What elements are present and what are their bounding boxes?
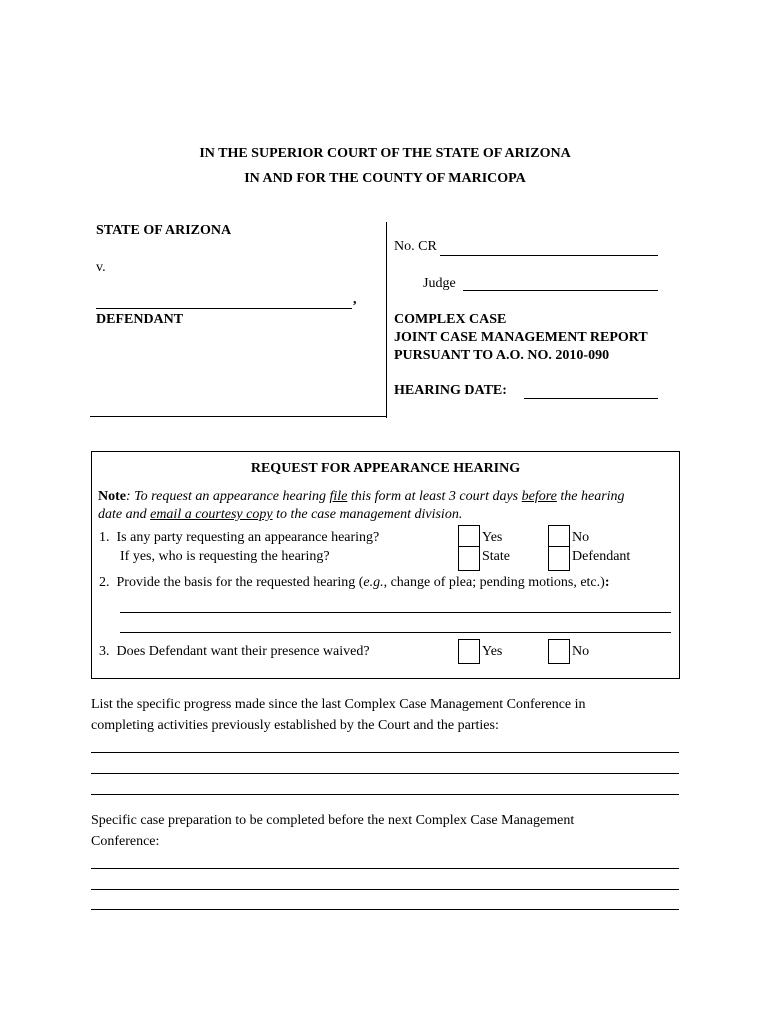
- q3-yes-label: Yes: [482, 644, 503, 659]
- versus-text: v.: [96, 260, 106, 275]
- q2-answer-line-2[interactable]: [120, 616, 671, 633]
- report-title-line3: PURSUANT TO A.O. NO. 2010-090: [394, 348, 610, 363]
- appearance-note: Note: To request an appearance hearing file this form at least 3 court days before the hearing date and email a courtesy copy to the case management division.: [98, 489, 625, 522]
- preparation-answer-line-1[interactable]: [91, 852, 679, 869]
- preparation-prompt-line1: Specific case preparation to be completed before the next Complex Case Management: [91, 813, 575, 828]
- q3-yes-checkbox[interactable]: [458, 639, 480, 664]
- note-label: Note: [98, 489, 126, 504]
- progress-answer-line-2[interactable]: [91, 757, 679, 774]
- q1-defendant-checkbox[interactable]: [548, 546, 570, 571]
- q3-no-label: No: [572, 644, 590, 659]
- judge-field[interactable]: [463, 274, 658, 291]
- q1-defendant-label: Defendant: [572, 549, 631, 564]
- question-1-followup: If yes, who is requesting the hearing?: [120, 549, 330, 564]
- caption-comma: ,: [353, 292, 357, 307]
- county-line: IN AND FOR THE COUNTY OF MARICOPA: [244, 171, 526, 186]
- case-number-field[interactable]: [440, 239, 658, 256]
- hearing-date-field[interactable]: [524, 382, 658, 399]
- progress-answer-line-3[interactable]: [91, 778, 679, 795]
- report-title-line1: COMPLEX CASE: [394, 312, 507, 327]
- caption-divider-vertical: [386, 222, 387, 418]
- preparation-prompt-line2: Conference:: [91, 834, 160, 849]
- q1-no-label: No: [572, 530, 590, 545]
- caption-divider-horizontal: [90, 416, 386, 417]
- preparation-answer-line-2[interactable]: [91, 873, 679, 890]
- report-title-line2: JOINT CASE MANAGEMENT REPORT: [394, 330, 648, 345]
- preparation-answer-line-3[interactable]: [91, 893, 679, 910]
- defendant-label: DEFENDANT: [96, 312, 184, 327]
- defendant-name-field[interactable]: [96, 292, 352, 309]
- question-2: 2. Provide the basis for the requested hearing (e.g., change of plea; pending motions, etc.):: [99, 575, 610, 590]
- progress-answer-line-1[interactable]: [91, 736, 679, 753]
- judge-label: Judge: [423, 276, 456, 291]
- appearance-heading: REQUEST FOR APPEARANCE HEARING: [250, 461, 521, 476]
- q3-no-checkbox[interactable]: [548, 639, 570, 664]
- q1-yes-label: Yes: [482, 530, 503, 545]
- q1-state-label: State: [482, 549, 510, 564]
- plaintiff-name: STATE OF ARIZONA: [96, 223, 232, 238]
- q2-answer-line-1[interactable]: [120, 596, 671, 613]
- case-number-label: No. CR: [394, 239, 437, 254]
- progress-prompt-line2: completing activities previously established by the Court and the parties:: [91, 718, 499, 733]
- progress-prompt-line1: List the specific progress made since the last Complex Case Management Conference in: [91, 697, 586, 712]
- question-1: 1. Is any party requesting an appearance hearing?: [99, 530, 380, 545]
- court-name-line: IN THE SUPERIOR COURT OF THE STATE OF ARIZONA: [199, 146, 571, 161]
- q1-state-checkbox[interactable]: [458, 546, 480, 571]
- question-3: 3. Does Defendant want their presence waived?: [99, 644, 370, 659]
- hearing-date-label: HEARING DATE:: [394, 383, 507, 398]
